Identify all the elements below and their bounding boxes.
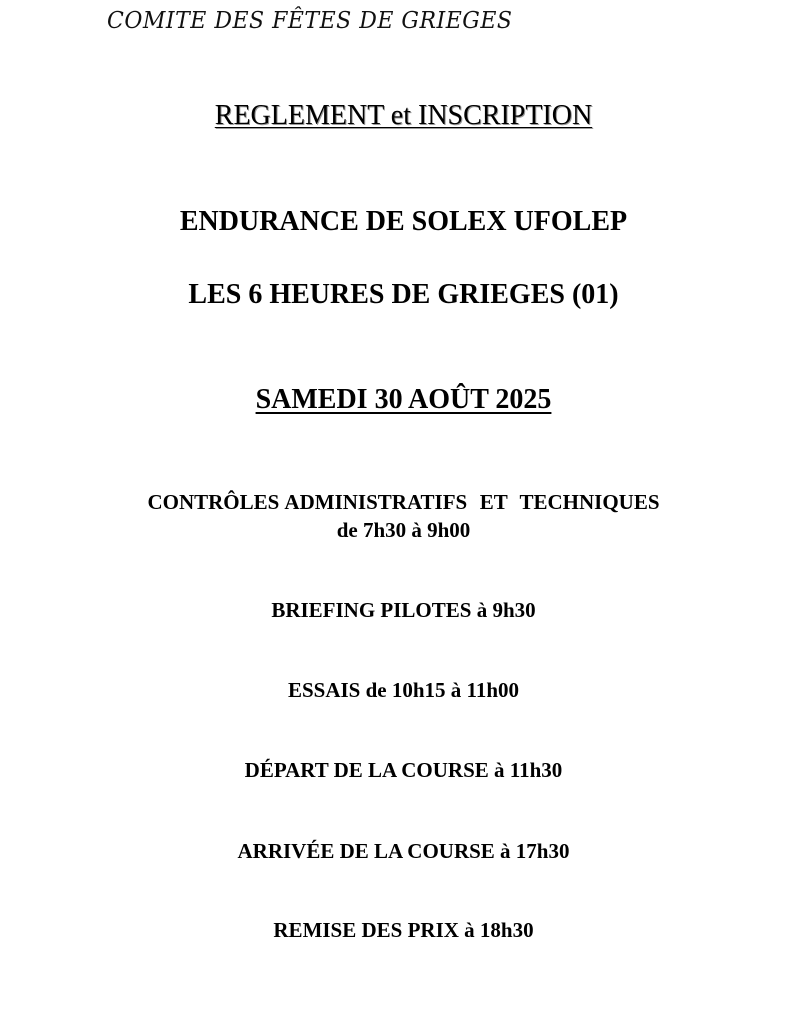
depart-time: DÉPART DE LA COURSE à 11h30 <box>244 758 563 782</box>
controls-time: de 7h30 à 9h00 <box>336 518 471 542</box>
organization-header: COMITE DES FÊTES DE GRIEGES <box>107 8 513 35</box>
controls-label: CONTRÔLES ADMINISTRATIFS ET TECHNIQUES <box>147 490 660 514</box>
remise-time: REMISE DES PRIX à 18h30 <box>273 918 534 942</box>
arrivee-time: ARRIVÉE DE LA COURSE à 17h30 <box>237 839 570 863</box>
event-date: SAMEDI 30 AOÛT 2025 <box>255 384 552 415</box>
event-title: ENDURANCE DE SOLEX UFOLEP <box>179 206 628 237</box>
reglement-heading: REGLEMENT et INSCRIPTION <box>214 100 593 131</box>
essais-time: ESSAIS de 10h15 à 11h00 <box>287 678 520 702</box>
briefing-time: BRIEFING PILOTES à 9h30 <box>271 598 536 622</box>
event-subtitle: LES 6 HEURES DE GRIEGES (01) <box>188 279 619 310</box>
